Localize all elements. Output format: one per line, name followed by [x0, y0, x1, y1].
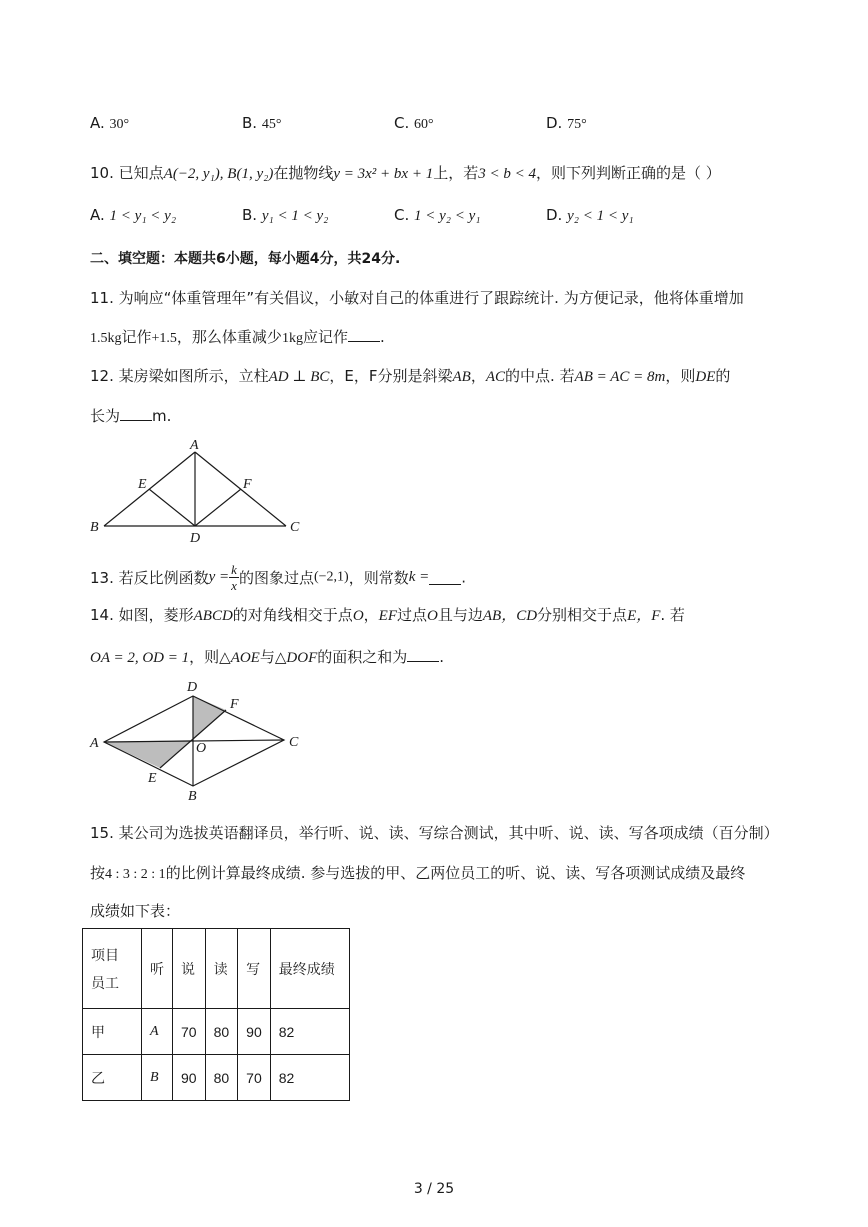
q14-math-6: E，F: [627, 608, 661, 624]
option-value: 1 < y₁ < y₂: [109, 208, 177, 224]
option-letter: B.: [242, 206, 258, 224]
q15-ratio: 4 : 3 : 2 : 1: [105, 867, 166, 882]
header-cell: 最终成绩: [270, 929, 349, 1009]
q12-math-3: AC: [485, 369, 506, 385]
q11-line-2: [90, 326, 385, 347]
q14-line-2: [90, 646, 444, 667]
q14-math-2: O: [352, 608, 364, 624]
q14-text-6: 分别相交于点: [537, 606, 628, 624]
option-letter: D.: [546, 206, 563, 224]
q11-math-2: +1.5: [151, 331, 177, 346]
option-letter: B.: [242, 114, 258, 132]
q14-text-9: 与: [259, 648, 275, 666]
q11-text-4: .: [379, 328, 385, 346]
q12-math-2: AB: [452, 369, 471, 385]
question-number: 10.: [90, 164, 114, 182]
q12-text-6: 的: [715, 367, 731, 385]
header-cell: 听: [142, 929, 173, 1009]
label-d: D: [187, 680, 198, 695]
header-cell: 写: [238, 929, 271, 1009]
q10-parabola: y = 3x² + bx + 1: [333, 166, 434, 182]
segment-de: [149, 489, 195, 526]
q14-text-4: 过点: [397, 606, 428, 624]
option-letter: A.: [90, 114, 105, 132]
q14-math-7: OA = 2, OD = 1: [90, 650, 190, 666]
option-value: 30°: [109, 117, 130, 132]
q14-text-1: 14. 如图，菱形: [90, 606, 194, 624]
q11-text-3: 应记作: [302, 328, 348, 346]
q14-math-1: ABCD: [193, 608, 233, 624]
q15-line-2: [90, 862, 745, 883]
option-value: y₁ < 1 < y₂: [261, 208, 329, 224]
q15-text-1: 按: [90, 864, 106, 882]
q12-text-5: ，则: [665, 367, 696, 385]
q9-option-b: [242, 114, 281, 133]
label-f: F: [230, 697, 239, 712]
option-letter: C.: [394, 114, 410, 132]
q14-math-5: AB，CD: [482, 608, 538, 624]
table-cell: 80: [205, 1055, 238, 1101]
q9-option-d: [546, 114, 587, 133]
label-c: C: [289, 735, 299, 750]
row-name: 乙: [83, 1055, 142, 1101]
q13-numerator: k: [231, 562, 237, 577]
label-a: A: [90, 736, 99, 751]
option-letter: C.: [394, 206, 410, 224]
q12-text-8: m.: [152, 407, 172, 425]
q12-line-2: [90, 405, 171, 426]
q13-k: k =: [408, 569, 430, 585]
q14-text-7: . 若: [660, 606, 685, 624]
label-f: F: [243, 477, 252, 492]
q13-denominator: x: [231, 578, 237, 593]
table-cell: B: [142, 1055, 173, 1101]
header-cell-item-staff: [83, 929, 142, 1009]
q13-line: [90, 562, 466, 593]
label-c: C: [290, 520, 300, 535]
q10-text-4: ，则下列判断正确的是（ ）: [535, 164, 721, 182]
q12-math-4: AB = AC = 8m: [574, 369, 666, 385]
diagonal-ac: [104, 740, 284, 742]
q12-text-4: 的中点. 若: [505, 367, 575, 385]
q10-option-b: [242, 206, 328, 225]
page-number: 3 / 25: [413, 1181, 455, 1197]
q14-line-1: [90, 604, 685, 625]
q9-option-a: [90, 114, 129, 133]
q14-text-5: 且与边: [437, 606, 483, 624]
q12-line-1: [90, 365, 730, 386]
q12-text-1: 12. 某房梁如图所示，立柱: [90, 367, 269, 385]
header-staff: 员工: [91, 974, 119, 991]
q12-text-7: 长为: [90, 407, 121, 425]
q14-math-3: EF: [378, 608, 397, 624]
q14-text-8: ，则: [189, 648, 220, 666]
rhombus-figure: [86, 676, 306, 804]
q12-text-2: ，E，F分别是斜梁: [329, 367, 453, 385]
roof-beam-figure: [86, 436, 310, 548]
q12-text-3: ，: [470, 367, 486, 385]
table-cell: 90: [173, 1055, 206, 1101]
q14-text-3: ，: [363, 606, 379, 624]
table-cell: A: [142, 1009, 173, 1055]
option-letter: D.: [546, 114, 563, 132]
q13-func-y: y =: [208, 569, 230, 585]
header-cell: 读: [205, 929, 238, 1009]
q13-text-4: .: [461, 568, 467, 587]
table-header-row: [83, 929, 350, 1009]
label-o: O: [196, 741, 207, 756]
label-d: D: [190, 531, 201, 546]
option-value: 60°: [414, 117, 434, 132]
q13-text-3: ，则常数: [348, 569, 409, 587]
option-value: 75°: [567, 117, 587, 132]
answer-blank: [407, 647, 439, 662]
q10-text-2: 在抛物线: [273, 164, 334, 182]
q14-text-10: 的面积之和为: [317, 648, 408, 666]
label-b: B: [90, 520, 99, 535]
table-row: [83, 1009, 350, 1055]
header-item: 项目: [91, 946, 119, 963]
table-cell: 82: [270, 1055, 349, 1101]
header-cell: 说: [173, 929, 206, 1009]
q14-math-4: O: [427, 608, 438, 624]
q10-stem: [90, 162, 721, 183]
segment-df: [195, 489, 241, 526]
table-cell: 90: [238, 1009, 271, 1055]
q10-text-1: 已知点: [118, 164, 164, 182]
q14-text-2: 的对角线相交于点: [232, 606, 353, 624]
table-cell: 70: [238, 1055, 271, 1101]
q15-line-3: 成绩如下表：: [90, 902, 181, 920]
q11-text-1: 记作: [121, 328, 152, 346]
option-value: y₂ < 1 < y₁: [567, 208, 634, 224]
table-cell: 80: [205, 1009, 238, 1055]
q11-text-2: ，那么体重减少: [176, 328, 282, 346]
q13-text-2: 的图象过点: [238, 569, 314, 587]
q9-option-c: [394, 114, 434, 133]
answer-blank: [348, 327, 380, 342]
q10-text-3: 上，若: [433, 164, 479, 182]
q15-text-2: 的比例计算最终成绩. 参与选拔的甲、乙两位员工的听、说、读、写各项测试成绩及最终: [165, 864, 746, 882]
q14-math-9: △DOF: [274, 650, 318, 666]
option-letter: A.: [90, 206, 105, 224]
q12-math-5: DE: [695, 369, 716, 385]
table-row: [83, 1055, 350, 1101]
label-e: E: [138, 477, 147, 492]
q10-points: A(−2, y₁), B(1, y₂): [163, 166, 274, 182]
shaded-triangle-dof: [193, 696, 226, 740]
table-cell: 70: [173, 1009, 206, 1055]
option-value: 45°: [261, 117, 282, 132]
q14-math-8: △AOE: [219, 650, 260, 666]
row-name: 甲: [83, 1009, 142, 1055]
q13-point: (−2,1): [313, 569, 349, 585]
label-b: B: [188, 789, 197, 804]
q13-text-1: 13. 若反比例函数: [90, 569, 209, 587]
q12-math-1: AD ⊥ BC: [268, 369, 330, 385]
q14-text-11: .: [439, 648, 445, 666]
q15-line-1: 15. 某公司为选拔英语翻译员，举行听、说、读、写综合测试，其中听、说、读、写各项成绩（百分制）: [90, 824, 779, 842]
table-cell: 82: [270, 1009, 349, 1055]
q10-option-c: [394, 206, 481, 225]
q11-math-3: 1kg: [281, 331, 303, 346]
answer-blank: [120, 406, 152, 421]
answer-blank: [429, 570, 461, 585]
label-e: E: [148, 771, 157, 786]
q13-fraction: [229, 562, 239, 593]
q10-condition: 3 < b < 4: [478, 166, 536, 182]
q10-option-d: [546, 206, 634, 225]
section-heading: 二、填空题：本题共6小题，每小题4分，共24分.: [90, 251, 401, 267]
q10-option-a: [90, 206, 176, 225]
q11-line-1: 11. 为响应“体重管理年”有关倡议，小敏对自己的体重进行了跟踪统计. 为方便记录，他将体重增加: [90, 289, 744, 307]
label-a: A: [190, 438, 199, 453]
option-value: 1 < y₂ < y₁: [414, 208, 481, 224]
score-table: [82, 928, 350, 1101]
q11-math-1: 1.5kg: [90, 331, 122, 346]
